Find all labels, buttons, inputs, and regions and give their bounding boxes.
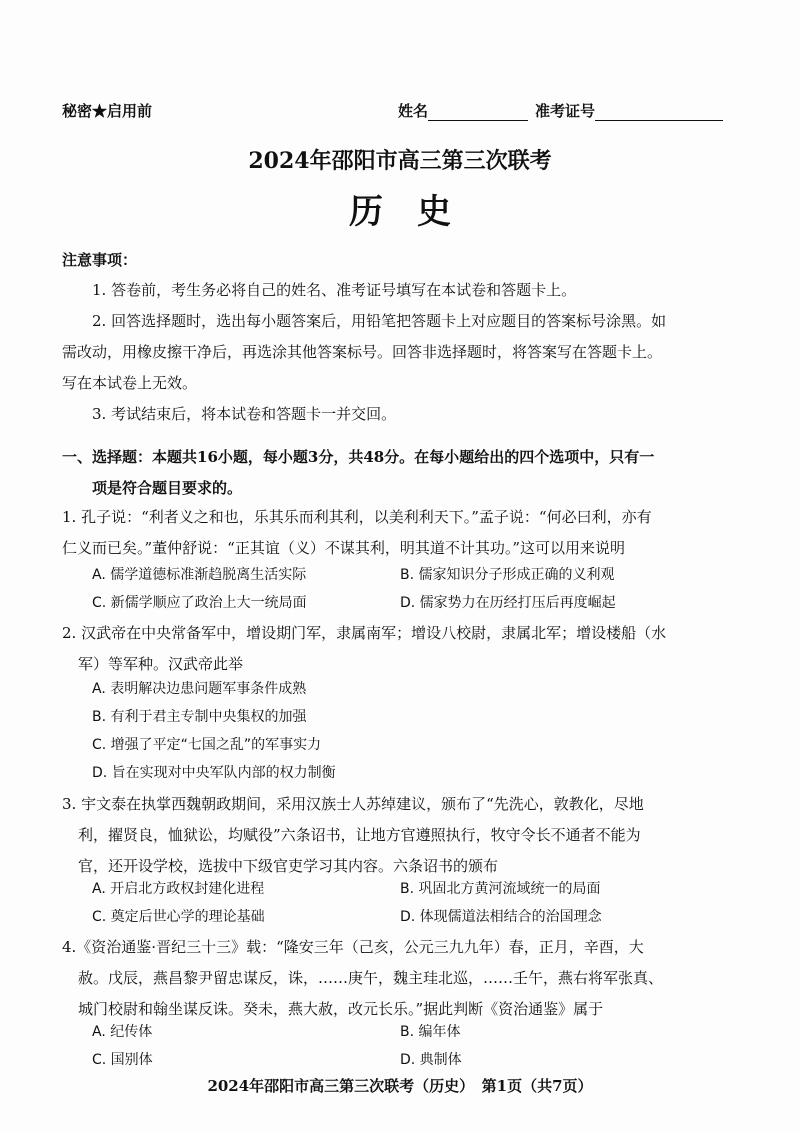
id-label: 准考证号 <box>535 102 596 120</box>
note-2-line-2: 需改动，用橡皮擦干净后，再选涂其他答案标号。回答非选择题时，将答案写在答题卡上。 <box>62 343 663 361</box>
question-4-option-c: C. 国别体 <box>92 1052 153 1068</box>
question-2-line-2: 军）等军种。汉武帝此举 <box>78 655 244 673</box>
confidential-label: 秘密★启用前 <box>62 102 153 120</box>
question-1-line-2: 仁义而已矣。”董仲舒说：“正其谊（义）不谋其利，明其道不计其功。”这可以用来说明 <box>62 539 626 557</box>
section-heading <box>62 442 654 504</box>
question-3-stem <box>62 789 644 882</box>
question-2-option-b: B. 有利于君主专制中央集权的加强 <box>92 709 307 725</box>
section-heading-line-1: 一、选择题：本题共16小题，每小题3分，共48分。在每小题给出的四个选项中，只有一 <box>62 448 655 466</box>
section-heading-line-2: 项是符合题目要求的。 <box>92 479 243 497</box>
question-4-stem <box>62 932 663 1025</box>
id-blank <box>595 106 723 121</box>
id-field <box>535 100 723 121</box>
question-3-line-3: 官，还开设学校，选拔中下级官吏学习其内容。六条诏书的颁布 <box>78 857 499 875</box>
question-1-option-b: B. 儒家知识分子形成正确的义利观 <box>400 567 615 583</box>
question-4-line-3: 城门校尉和翰坐谋反诛。癸未，燕大赦，改元长乐。”据此判断《资治通鉴》属于 <box>78 1000 604 1018</box>
subject-title: 历 史 <box>349 192 451 232</box>
note-2-line-1: 2. 回答选择题时，选出每小题答案后，用铅笔把答题卡上对应题目的答案标号涂黑。如 <box>92 312 667 330</box>
note-3: 3. 考试结束后，将本试卷和答题卡一并交回。 <box>92 405 397 423</box>
question-4-line-1: 4.《资治通鉴·晋纪三十三》载：“隆安三年（己亥，公元三九九年）春，正月，辛酉，大 <box>62 938 644 956</box>
question-4-line-2: 赦。戊辰，燕昌黎尹留忠谋反，诛，……庚午，魏主珪北巡，……壬午，燕右将军张真、 <box>78 969 664 987</box>
name-field <box>398 100 528 121</box>
question-2-option-c: C. 增强了平定“七国之乱”的军事实力 <box>92 737 322 753</box>
question-2-stem <box>62 618 666 680</box>
question-2-option-a: A. 表明解决边患问题军事条件成熟 <box>92 681 307 697</box>
name-label: 姓名 <box>398 102 429 120</box>
notes-list <box>62 275 666 430</box>
note-2-line-3: 写在本试卷上无效。 <box>62 374 198 392</box>
question-4-option-a: A. 纪传体 <box>92 1024 153 1040</box>
question-3-option-b: B. 巩固北方黄河流域统一的局面 <box>400 881 601 897</box>
question-4-option-b: B. 编年体 <box>400 1024 461 1040</box>
question-2-line-1: 2. 汉武帝在中央常备军中，增设期门军，隶属南军；增设八校尉，隶属北军；增设楼船（水 <box>62 624 667 642</box>
notes-heading: 注意事项： <box>62 251 138 269</box>
question-2-option-d: D. 旨在实现对中央军队内部的权力制衡 <box>92 765 336 781</box>
name-blank <box>428 106 528 121</box>
page-footer: 2024年邵阳市高三第三次联考（历史） 第1页（共7页） <box>207 1077 593 1095</box>
exam-title: 2024年邵阳市高三第三次联考 <box>248 148 552 174</box>
question-1-line-1: 1. 孔子说：“利者义之和也，乐其乐而利其利，以美利利天下。”孟子说：“何必曰利，亦有 <box>62 508 652 526</box>
question-3-option-a: A. 开启北方政权封建化进程 <box>92 881 265 897</box>
question-3-line-2: 利，擢贤良，恤狱讼，均赋役”六条诏书，让地方官遵照执行，牧守令长不通者不能为 <box>78 826 641 844</box>
question-4-option-d: D. 典制体 <box>400 1052 462 1068</box>
question-1-option-d: D. 儒家势力在历经打压后再度崛起 <box>400 595 616 611</box>
question-3-option-d: D. 体现儒道法相结合的治国理念 <box>400 909 602 925</box>
question-1-option-a: A. 儒学道德标准渐趋脱离生活实际 <box>92 567 307 583</box>
question-3-line-1: 3. 宇文泰在执掌西魏朝政期间，采用汉族士人苏绰建议，颁布了“先洗心，敦教化，尽地 <box>62 795 644 813</box>
question-1-stem <box>62 502 652 564</box>
question-3-option-c: C. 奠定后世心学的理论基础 <box>92 909 265 925</box>
note-1: 1. 答卷前，考生务必将自己的姓名、准考证号填写在本试卷和答题卡上。 <box>92 281 577 299</box>
question-1-option-c: C. 新儒学顺应了政治上大一统局面 <box>92 595 307 611</box>
